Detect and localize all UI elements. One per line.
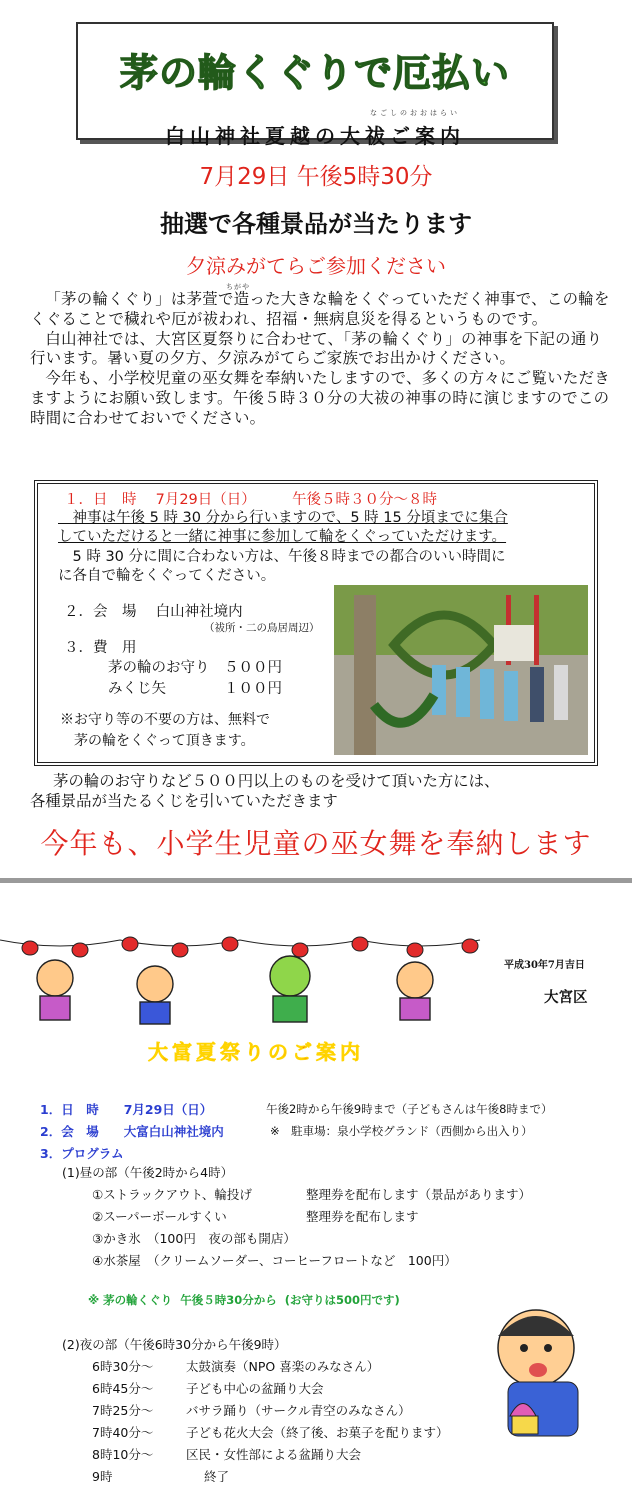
intro-text [30, 290, 610, 429]
venue-detail: （祓所・二の鳥居周辺） [204, 622, 320, 634]
fee-item: 茅の輪のお守り ５００円 [108, 660, 282, 676]
parking-note: ※ 駐車場：泉小学校グランド（西側から出入り） [270, 1124, 533, 1138]
sub-title: 白山神社夏越の大祓ご案内 [165, 124, 465, 148]
night-event: 子ども花火大会（終了後、お菓子を配ります） [186, 1425, 449, 1440]
schedule-datetime: １．日 時 7月29日（日） 午後５時３０分～８時 [64, 492, 438, 508]
free-note-line: 茅の輪をくぐって頂きます。 [74, 733, 255, 749]
night-time: 8時10分～ [92, 1447, 154, 1462]
night-event: 終了 [204, 1469, 230, 1484]
free-note [60, 710, 330, 752]
invitation-line: 夕涼みがてらご参加ください [186, 254, 446, 278]
fee-item: みくじ矢 １００円 [108, 681, 282, 697]
program-venue: 2．会 場 大富白山神社境内 [40, 1124, 224, 1139]
night-event: バサラ踊り（サークル青空のみなさん） [186, 1403, 411, 1418]
schedule-box [37, 483, 595, 763]
festival-title: 大富夏祭りのご案内 [148, 1040, 364, 1064]
bottom-notice-line: 茅の輪のお守りなど５００円以上のものを受けて頂いた方には、 [53, 772, 500, 790]
district-name: 大宮区 [544, 990, 588, 1006]
night-event: 子ども中心の盆踊り大会 [186, 1381, 324, 1396]
event-date: 7月29日 午後5時30分 [199, 164, 433, 190]
night-time: 7時40分～ [92, 1425, 154, 1440]
miko-dance-headline: 今年も、小学生児童の巫女舞を奉納します [40, 827, 592, 860]
bottom-notice [30, 771, 610, 811]
program-time: 午後2時から午後9時まで（子どもさんは午後8時まで） [266, 1102, 553, 1116]
program-date: 1．日 時 7月29日（日） [40, 1102, 213, 1117]
night-event: 区民・女性部による盆踊り大会 [186, 1447, 362, 1462]
night-section-heading: (2)夜の部（午後6時30分から午後9時） [62, 1337, 287, 1352]
intro-paragraph: 今年も、小学校児童の巫女舞を奉納いたしますので、多くの方々にご覧いただきますようにお願い致します。午後５時３０分の大祓の神事の時に演じますのでこの時間に合わせておいでください。 [30, 369, 610, 427]
day-item: ④水茶屋 （クリームソーダー、コーヒーフロートなど 100円） [92, 1253, 457, 1268]
main-title: 茅の輪くぐりで厄払い [119, 51, 510, 95]
schedule-detail: 5 時 30 分に間に合わない方は、午後８時までの都合のいい時間に [58, 549, 506, 565]
miko-dance-photo [334, 585, 588, 755]
ruby-nagoshi: なごしのおおはらい [370, 109, 460, 117]
intro-paragraph: 白山神社では、大宮区夏祭りに合わせて、「茅の輪くぐり」の神事を下記の通り行います。暑い夏の夕方、夕涼みがてらご家族でお出かけください。 [30, 329, 603, 368]
schedule-detail: していただけると一緒に神事に参加して輪をくぐっていただけます。 [58, 529, 507, 545]
night-event: 太鼓演奏（NPO 喜楽のみなさん） [186, 1359, 380, 1374]
night-time: 6時30分～ [92, 1359, 154, 1374]
night-time: 9時 [92, 1469, 113, 1484]
prize-heading: 抽選で各種景品が当たります [160, 210, 472, 238]
night-time: 6時45分～ [92, 1381, 154, 1396]
chinowa-note: ※ 茅の輪くぐり 午後５時30分から (お守りは500円です) [88, 1293, 400, 1307]
schedule-detail: に各自で輪をくぐってください。 [58, 568, 276, 584]
kid-eating-shaved-ice-illustration [478, 1296, 608, 1441]
night-time: 7時25分～ [92, 1403, 154, 1418]
free-note-line: ※お守り等の不要の方は、無料で [60, 712, 270, 728]
day-item-note: 整理券を配布します（景品があります） [306, 1187, 532, 1202]
bottom-notice-line: 各種景品が当たるくじを引いていただきます [30, 792, 338, 810]
title-box [76, 22, 554, 148]
intro-paragraph: 「茅の輪くぐり」は茅萱で造った大きな輪をくぐっていただく神事で、この輪をくぐることで穢れや厄が祓われ、招福・無病息災を得るというものです。 [30, 290, 610, 328]
ruby-chigaya: ちがや [226, 283, 250, 291]
day-item: ②スーパーボールすくい [92, 1209, 227, 1224]
day-item: ③かき氷 （100円 夜の部も開店） [92, 1231, 296, 1246]
issue-date: 平成30年7月吉日 [504, 960, 585, 971]
program-heading: 3．プログラム [40, 1146, 124, 1161]
fee-heading: ３．費 用 [64, 640, 137, 656]
schedule-detail: 神事は午後 5 時 30 分から行いますので、5 時 15 分頃までに集合 [58, 510, 508, 526]
venue: ２．会 場 白山神社境内 [64, 604, 243, 620]
day-section-heading: (1)昼の部（午後2時から4時） [62, 1165, 234, 1180]
day-item: ①ストラックアウト、輪投げ [92, 1187, 252, 1202]
page-divider [0, 878, 632, 883]
lanterns-and-children-illustration [0, 918, 500, 1028]
day-item-note: 整理券を配布します [306, 1209, 419, 1224]
